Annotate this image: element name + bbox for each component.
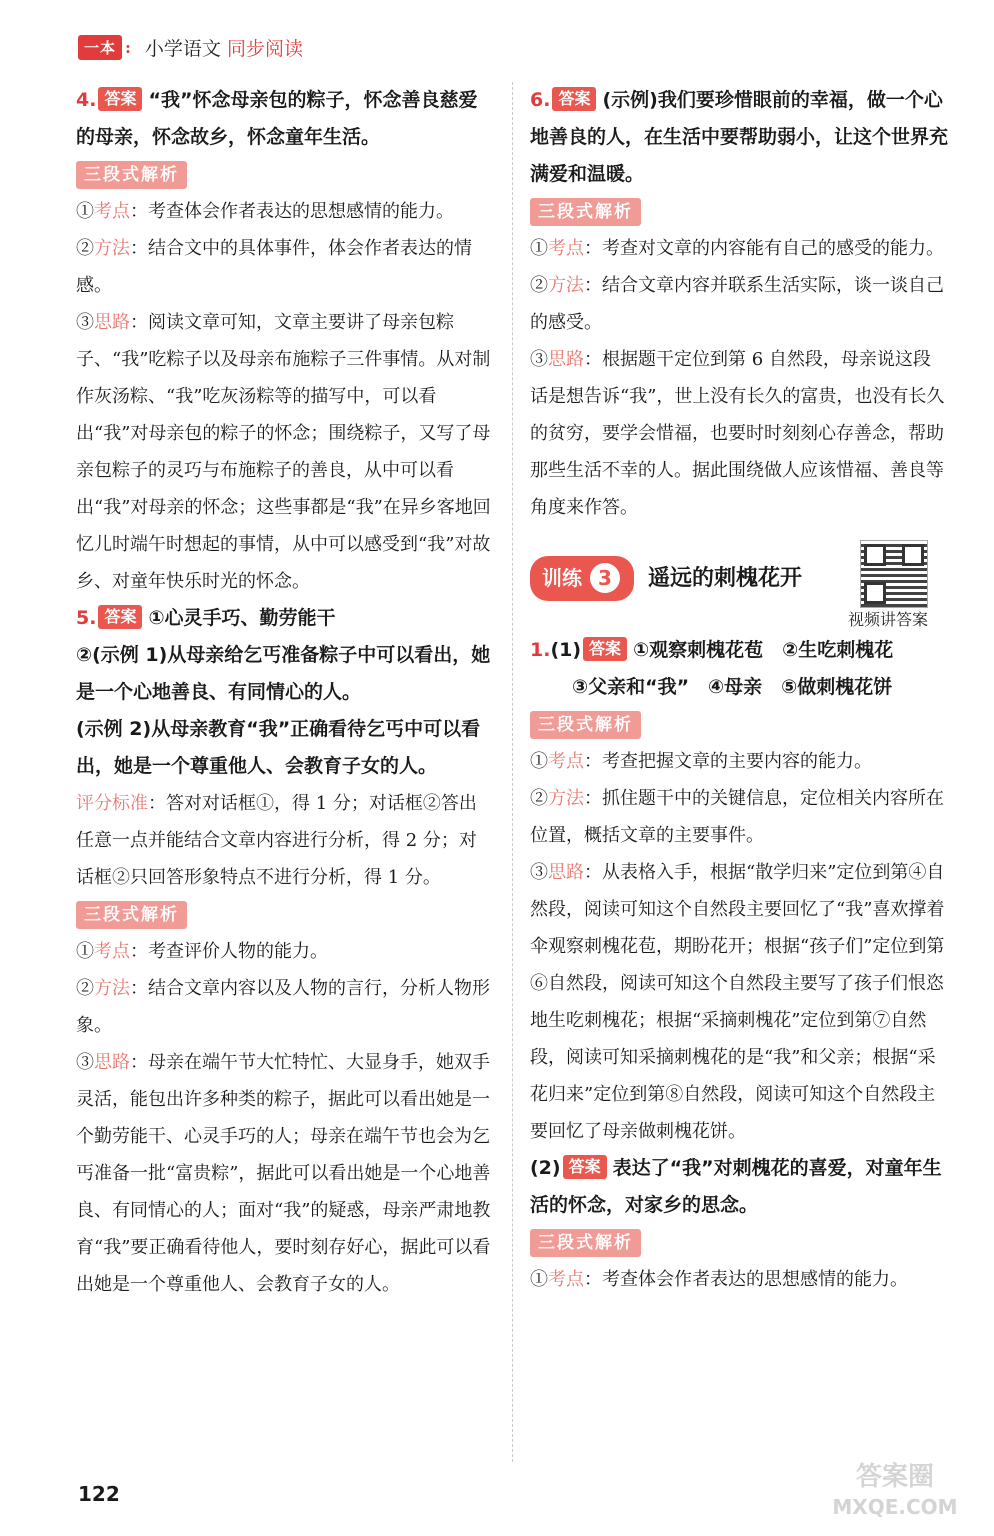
logo-mark: : [125,37,131,57]
page-header [78,30,303,64]
training-label: 训练 [542,565,582,590]
analysis-tag: 三段式解析 [530,1229,641,1257]
kaodian-text: 考查评价人物的能力。 [148,941,328,962]
pingfen-label: 评分标准 [76,793,148,814]
answer-tag: 答案 [552,87,596,111]
kaodian-label: 考点 [94,941,130,962]
watermark-top: 答案圈 [855,1462,934,1492]
answer-text-1: ①心灵手巧、勤劳能干 [148,607,336,629]
answer-text-a: ①观察刺槐花苞 ②生吃刺槐花 [633,639,894,661]
answer-tag: 答案 [98,605,142,629]
watermark-bottom: MXQE.COM [832,1495,958,1519]
kaodian-label: 考点 [548,1269,584,1290]
fangfa-text: 结合文章内容以及人物的言行，分析人物形象。 [76,978,490,1036]
kaodian-label: 考点 [548,751,584,772]
fangfa-text: 结合文中的具体事件，体会作者表达的情感。 [76,238,472,296]
silu-text: 阅读文章可知，文章主要讲了母亲包粽子、“我”吃粽子以及母亲布施粽子三件事情。从对制作灰汤粽、“我”吃灰汤粽等的描写中，可以看出“我”对母亲包的粽子的怀念；围绕粽子，又写了母亲包粽子的灵巧与布施粽子的善良，从中可以看出“我”对母亲的怀念；这些事都是“我”在异乡客地回忆儿时端午时想起的事情，从中可以感受到“我”对故乡、对童年快乐时光的怀念。 [76,312,491,592]
question-number: 5. [76,607,97,629]
question-4: 4. 答案 “我”怀念母亲包的粽子，怀念善良慈爱的母亲，怀念故乡，怀念童年生活。 三段式解析 ①考点：考查体会作者表达的思想感情的能力。 ②方法：结合文中的具体事件，体会作者表达的情感。 ③思路：阅读文章可知，文章主要讲了母亲包粽子、“我”吃粽子以及母亲布施粽子三件事情。从对制作灰汤粽、“我”吃灰汤粽等的描写中，可以看出“我”对母亲包的粽子的怀念；围绕粽子，又写了母亲包粽子的灵巧与布施粽子的善良，从中可以看出“我”对母亲的怀念；这些事都是“我”在异乡客地回忆儿时端午时想起的事情，从中可以感受到“我”对故乡、对童年快乐时光的怀念。 [76,89,491,592]
kaodian-text: 考查把握文章的主要内容的能力。 [602,751,872,772]
answer-text: (示例)我们要珍惜眼前的幸福，做一个心地善良的人，在生活中要帮助弱小，让这个世界充满爱和温暖。 [530,89,949,185]
silu-label: 思路 [548,862,584,883]
kaodian-text: 考查对文章的内容能有自己的感受的能力。 [602,238,944,259]
column-divider [512,82,513,1462]
silu-label: 思路 [94,1052,130,1073]
answer-text-2: 表达了“我”对刺槐花的喜爱，对童年生活的怀念，对家乡的思念。 [530,1157,942,1216]
silu-text: 根据题干定位到第 6 自然段，母亲说这段话是想告诉“我”，世上没有长久的富贵，也没有长久的贫穷，要学会惜福，也要时时刻刻心存善念，帮助那些生活不幸的人。据此围绕做人应该惜福、善良等角度来作答。 [530,349,945,518]
analysis-tag: 三段式解析 [530,711,641,739]
answer-text: “我”怀念母亲包的粽子，怀念善良慈爱的母亲，怀念故乡，怀念童年生活。 [76,89,478,148]
brand-logo: 一本 [78,35,122,60]
question-number: 4. [76,89,97,111]
answer-tag: 答案 [583,637,627,661]
training-number: 3 [590,563,620,593]
question-number: 1. [530,639,551,661]
question-6: 6. 答案 (示例)我们要珍惜眼前的幸福，做一个心地善良的人，在生活中要帮助弱小，让这个世界充满爱和温暖。 三段式解析 ①考点：考查对文章的内容能有自己的感受的能力。 ②方法：结合文章内容并联系生活实际，谈一谈自己的感受。 ③思路：根据题干定位到第 6 自然段，母亲说这段话是想告诉“我”，世上没有长久的富贵，也没有长久的贫穷，要学会惜福，也要时时刻刻心存善念，帮助那些生活不幸的人。据此围绕做人应该惜福、善良等角度来作答。 [530,89,949,518]
fangfa-label: 方法 [94,238,130,259]
silu-text: 从表格入手，根据“散学归来”定位到第④自然段，阅读可知这个自然段主要回忆了“我”喜欢撑着伞观察刺槐花苞，期盼花开；根据“孩子们”定位到第⑥自然段，阅读可知这个自然段主要写了孩子们恨恣地生吃刺槐花；根据“采摘刺槐花”定位到第⑦自然段，阅读可知采摘刺槐花的是“我”和父亲；根据“采花归来”定位到第⑧自然段，阅读可知这个自然段主要回忆了母亲做刺槐花饼。 [530,862,945,1142]
kaodian-text: 考查体会作者表达的思想感情的能力。 [148,201,454,222]
question-5: 5. 答案 ①心灵手巧、勤劳能干 ②(示例 1)从母亲给乞丐准备粽子中可以看出，她是一个心地善良、有同情心的人。 (示例 2)从母亲教育“我”正确看待乞丐中可以看出，她是一个尊重他人、会教育子女的人。 评分标准：答对对话框①，得 1 分；对话框②答出任意一点并能结合文章内容进行分析，得 2 分；对话框②只回答形象特点不进行分析，得 1 分。 三段式解析 ①考点：考查评价人物的能力。 ②方法：结合文章内容以及人物的言行，分析人物形象。 ③思路：母亲在端午节大忙特忙、大显身手，她双手灵活，能包出许多种类的粽子，据此可以看出她是一个勤劳能干、心灵手巧的人；母亲在端午节也会为乞丐准备一批“富贵粽”，据此可以看出她是一个心地善良、有同情心的人；面对“我”的疑惑，母亲严肃地教育“我”要正确看待他人，要时刻存好心，据此可以看出她是一个尊重他人、会教育子女的人。 [76,600,494,1303]
page-number: 122 [78,1482,120,1506]
kaodian-label: 考点 [94,201,130,222]
answer-text-3: (示例 2)从母亲教育“我”正确看待乞丐中可以看出，她是一个尊重他人、会教育子女的人。 [76,718,481,777]
qr-code-icon[interactable] [860,540,928,608]
answer-text-b: ③父亲和“我” ④母亲 ⑤做刺槐花饼 [572,676,893,698]
analysis-tag: 三段式解析 [76,901,187,929]
fangfa-text: 结合文章内容并联系生活实际，谈一谈自己的感受。 [530,275,944,333]
answer-text-2: ②(示例 1)从母亲给乞丐准备粽子中可以看出，她是一个心地善良、有同情心的人。 [76,644,491,703]
site-watermark [810,1462,980,1526]
fangfa-label: 方法 [94,978,130,999]
pingfen-text: 答对对话框①，得 1 分；对话框②答出任意一点并能结合文章内容进行分析，得 2 分；对话框②只回答形象特点不进行分析，得 1 分。 [76,793,477,888]
analysis-tag: 三段式解析 [530,198,641,226]
question-1: 1.(1) 答案 ①观察刺槐花苞 ②生吃刺槐花 ③父亲和“我” ④母亲 ⑤做刺槐花饼 三段式解析 ①考点：考查把握文章的主要内容的能力。 ②方法：抓住题干中的关键信息，定位相关内容所在位置，概括文章的主要事件。 ③思路：从表格入手，根据“散学归来”定位到第④自然段，阅读可知这个自然段主要回忆了“我”喜欢撑着伞观察刺槐花苞，期盼花开；根据“孩子们”定位到第⑥自然段，阅读可知这个自然段主要写了孩子们恨恣地生吃刺槐花；根据“采摘刺槐花”定位到第⑦自然段，阅读可知采摘刺槐花的是“我”和父亲；根据“采花归来”定位到第⑧自然段，阅读可知这个自然段主要回忆了母亲做刺槐花饼。 (2) 答案 表达了“我”对刺槐花的喜爱，对童年生活的怀念，对家乡的思念。 三段式解析 ①考点：考查体会作者表达的思想感情的能力。 [530,632,948,1298]
fangfa-label: 方法 [548,275,584,296]
right-column [530,82,948,1298]
fangfa-label: 方法 [548,788,584,809]
training-title: 遥远的刺槐花开 [648,565,803,591]
sub-question-1: (1) [550,639,582,661]
analysis-tag: 三段式解析 [76,161,187,189]
training-badge [530,556,634,601]
answer-tag: 答案 [563,1155,607,1179]
training-header [530,548,948,629]
answer-tag: 答案 [98,87,142,111]
qr-label: 视频讲答案 [848,610,929,629]
silu-text: 母亲在端午节大忙特忙、大显身手，她双手灵活，能包出许多种类的粽子，据此可以看出她是一个勤劳能干、心灵手巧的人；母亲在端午节也会为乞丐准备一批“富贵粽”，据此可以看出她是一个心地善良、有同情心的人；面对“我”的疑惑，母亲严肃地教育“我”要正确看待他人，要时刻存好心，据此可以看出她是一个尊重他人、会教育子女的人。 [76,1052,491,1295]
silu-label: 思路 [548,349,584,370]
kaodian-text: 考查体会作者表达的思想感情的能力。 [602,1269,908,1290]
book-subtitle: 同步阅读 [226,37,303,60]
question-number: 6. [530,89,551,111]
book-title: 小学语文 [144,37,221,60]
fangfa-text: 抓住题干中的关键信息，定位相关内容所在位置，概括文章的主要事件。 [530,788,944,846]
sub-question-2: (2) [530,1157,561,1179]
silu-label: 思路 [94,312,130,333]
left-column [76,82,494,1303]
kaodian-label: 考点 [548,238,584,259]
